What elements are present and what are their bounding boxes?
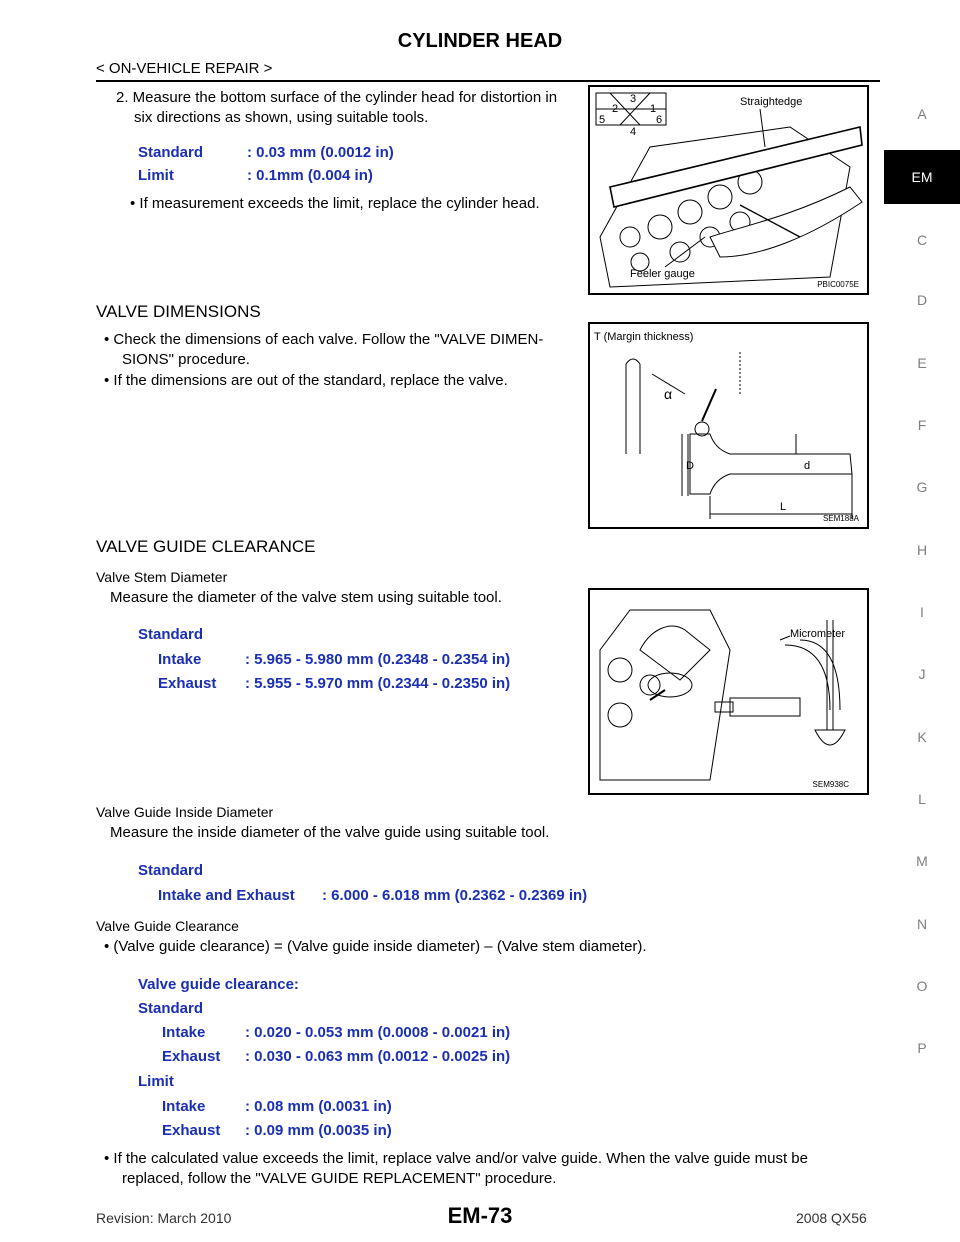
tab-o[interactable]: O	[916, 978, 928, 994]
tab-c[interactable]: C	[916, 232, 928, 248]
tab-f[interactable]: F	[917, 417, 927, 433]
stem-intake-value: : 5.965 - 5.980 mm (0.2348 - 0.2354 in)	[245, 651, 511, 668]
clearance-label: Valve guide clearance:	[138, 976, 299, 993]
tab-em[interactable]: EM	[884, 150, 960, 204]
vd-bullet1a: • Check the dimensions of each valve. Follow the "VALVE DIMEN-	[104, 331, 544, 348]
tab-l[interactable]: L	[918, 791, 926, 807]
step2-limit-label: Limit	[138, 167, 174, 184]
tab-h[interactable]: H	[916, 542, 928, 558]
fig1-num-4: 4	[630, 126, 637, 138]
tab-i[interactable]: I	[920, 604, 924, 620]
tab-d[interactable]: D	[916, 292, 928, 308]
tab-p[interactable]: P	[917, 1040, 927, 1056]
fig1-num-3: 3	[630, 93, 637, 105]
footer-model: 2008 QX56	[796, 1210, 867, 1226]
inside-row-value: : 6.000 - 6.018 mm (0.2362 - 0.2369 in)	[322, 887, 588, 904]
figure-valve-dimensions	[588, 322, 869, 529]
page-number: EM-73	[447, 1203, 513, 1228]
clearance-s-exhaust-value: : 0.030 - 0.063 mm (0.0012 - 0.0025 in)	[245, 1048, 511, 1065]
fig2-label-t: T (Margin thickness)	[594, 331, 694, 343]
clearance-l-exhaust-value: : 0.09 mm (0.0035 in)	[245, 1122, 392, 1139]
step2-standard-label: Standard	[138, 144, 204, 161]
tab-a[interactable]: A	[917, 106, 927, 122]
stem-standard-label: Standard	[138, 626, 204, 643]
clearance-bullet: • (Valve guide clearance) = (Valve guide inside diameter) – (Valve stem diameter).	[104, 938, 647, 955]
tab-k[interactable]: K	[917, 729, 927, 745]
step2-line2: six directions as shown, using suitable tools.	[134, 109, 429, 126]
clearance-standard-label: Standard	[138, 1000, 204, 1017]
fig2-code: SEM188A	[822, 514, 859, 523]
clearance-s-intake-label: Intake	[162, 1024, 206, 1041]
clearance-l-intake-value: : 0.08 mm (0.0031 in)	[245, 1098, 392, 1115]
page-title: CYLINDER HEAD	[397, 30, 563, 52]
fig1-label-straightedge: Straightedge	[740, 96, 803, 108]
step2-line1: 2. Measure the bottom surface of the cylinder head for distortion in	[116, 89, 558, 106]
stem-text: Measure the diameter of the valve stem using suitable tool.	[110, 589, 502, 606]
clearance-final2: replaced, follow the "VALVE GUIDE REPLACEMENT" procedure.	[122, 1170, 557, 1187]
clearance-l-intake-label: Intake	[162, 1098, 206, 1115]
fig1-num-5: 5	[599, 114, 606, 126]
inside-standard-label: Standard	[138, 862, 204, 879]
figure-micrometer	[588, 588, 869, 795]
micrometer-illustration	[590, 590, 867, 793]
heading-valve-guide-clearance: VALVE GUIDE CLEARANCE	[96, 537, 316, 556]
tab-g[interactable]: G	[916, 479, 928, 495]
clearance-limit-label: Limit	[138, 1073, 174, 1090]
stem-intake-label: Intake	[158, 651, 202, 668]
vd-bullet2: • If the dimensions are out of the standard, replace the valve.	[104, 372, 508, 389]
fig1-num-6: 6	[656, 114, 663, 126]
step2-standard-value: : 0.03 mm (0.0012 in)	[247, 144, 394, 161]
clearance-l-exhaust-label: Exhaust	[162, 1122, 221, 1139]
inside-text: Measure the inside diameter of the valve guide using suitable tool.	[110, 824, 550, 841]
step2-limit-value: : 0.1mm (0.004 in)	[247, 167, 373, 184]
section-subhead: < ON-VEHICLE REPAIR >	[96, 60, 273, 77]
fig2-label-alpha: α	[664, 386, 673, 402]
fig2-label-L: L	[780, 501, 787, 513]
subheading-stem-diameter: Valve Stem Diameter	[96, 569, 228, 585]
subheading-guide-inside: Valve Guide Inside Diameter	[96, 804, 274, 820]
clearance-s-exhaust-label: Exhaust	[162, 1048, 221, 1065]
fig3-code: SEM938C	[812, 780, 849, 789]
stem-exhaust-label: Exhaust	[158, 675, 217, 692]
fig3-label-micrometer: Micrometer	[790, 628, 846, 640]
straightedge-illustration	[590, 87, 867, 293]
stem-exhaust-value: : 5.955 - 5.970 mm (0.2344 - 0.2350 in)	[245, 675, 511, 692]
header-rule	[96, 80, 880, 82]
heading-valve-dimensions: VALVE DIMENSIONS	[96, 302, 261, 321]
tab-e[interactable]: E	[917, 355, 927, 371]
valve-illustration	[590, 324, 867, 527]
tab-m[interactable]: M	[916, 853, 928, 869]
fig2-label-d: d	[804, 460, 811, 472]
subheading-clearance: Valve Guide Clearance	[96, 918, 239, 934]
vd-bullet1b: SIONS" procedure.	[122, 351, 250, 368]
fig1-label-feeler: Feeler gauge	[630, 268, 695, 280]
fig1-num-1: 1	[650, 103, 657, 115]
footer-revision: Revision: March 2010	[96, 1210, 232, 1226]
figure-straightedge	[588, 85, 869, 295]
clearance-s-intake-value: : 0.020 - 0.053 mm (0.0008 - 0.0021 in)	[245, 1024, 511, 1041]
fig2-label-D: D	[686, 460, 694, 472]
step2-bullet: • If measurement exceeds the limit, replace the cylinder head.	[130, 195, 540, 212]
fig1-code: PBIC0075E	[817, 280, 859, 289]
tab-j[interactable]: J	[918, 666, 926, 682]
inside-row-label: Intake and Exhaust	[158, 887, 295, 904]
tab-n[interactable]: N	[916, 916, 928, 932]
clearance-final1: • If the calculated value exceeds the limit, replace valve and/or valve guide. When the valve guide must be	[104, 1150, 808, 1167]
fig1-num-2: 2	[612, 103, 619, 115]
